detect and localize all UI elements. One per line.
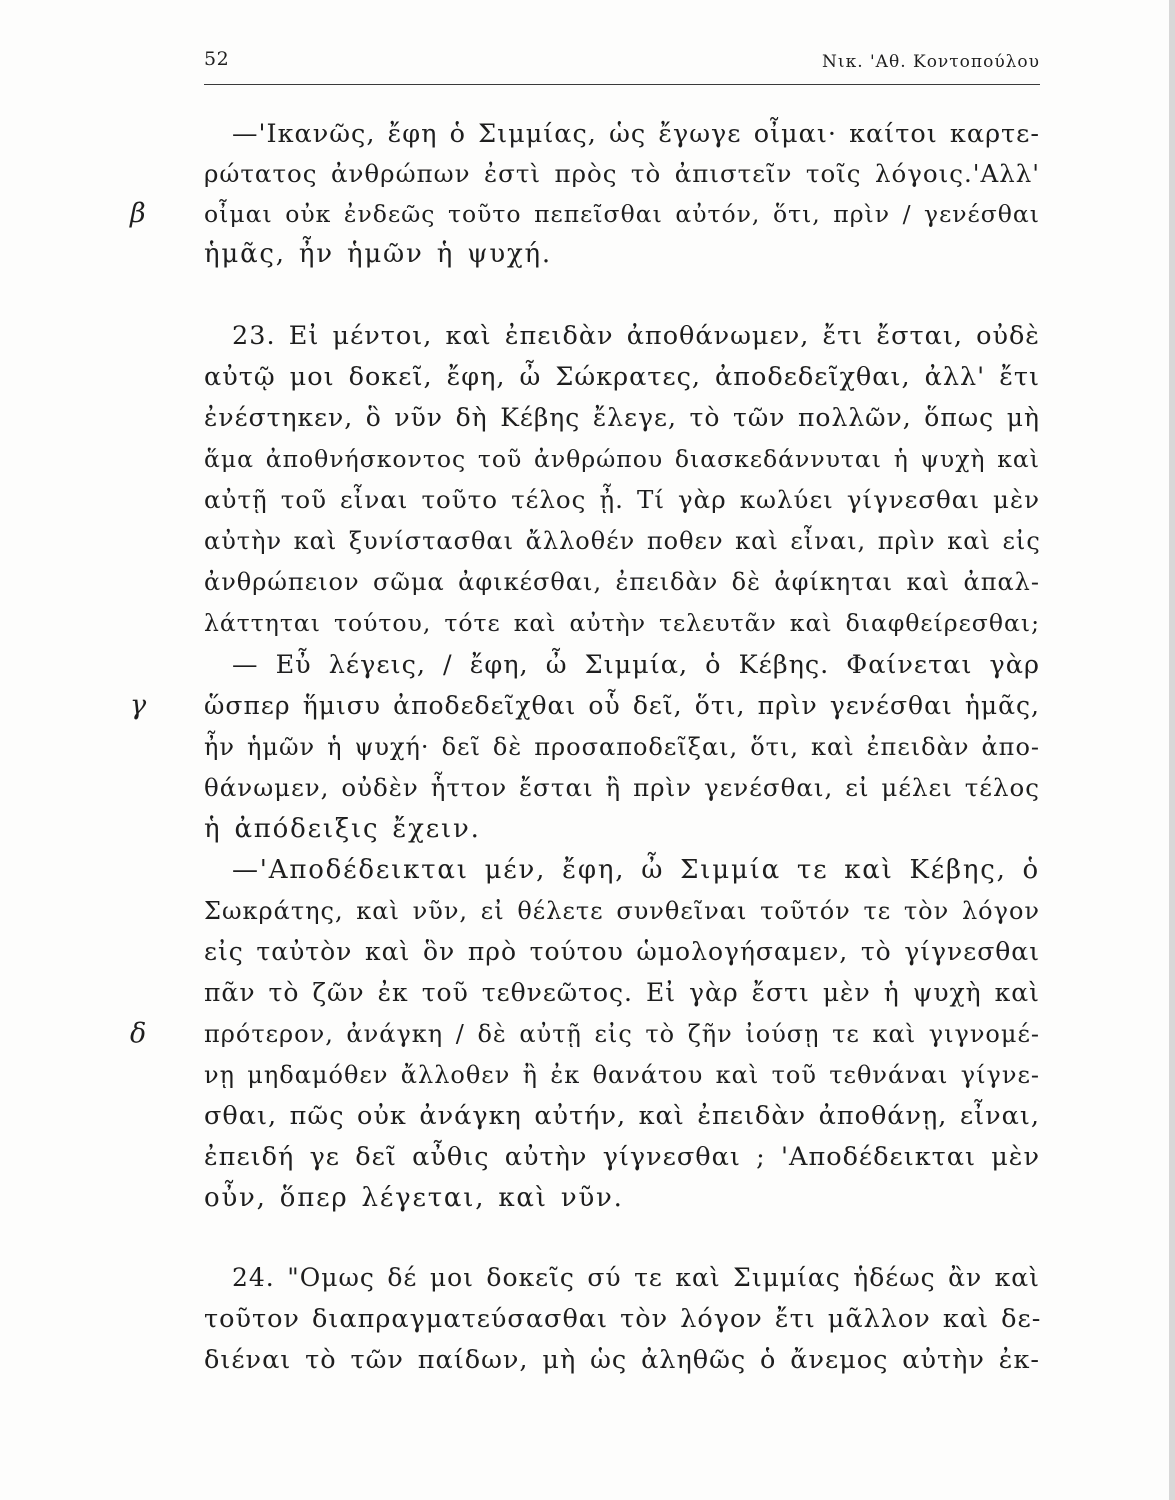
text-line: Σωκράτης, καὶ νῦν, εἰ θέλετε συνθεῖναι τοῦτόν τε τὸν λόγον [204, 897, 1040, 925]
text-line: ἅμα ἀποθνήσκοντος τοῦ ἀνθρώπου διασκεδάννυται ἡ ψυχὴ καὶ [204, 445, 1040, 473]
margin-note-gamma: γ [130, 690, 147, 721]
text-line: ἡ ἀπόδειξις ἔχειν. [204, 814, 481, 844]
page-edge-shadow [1169, 0, 1175, 1500]
text-line: σθαι, πῶς οὐκ ἀνάγκη αὐτήν, καὶ ἐπειδὰν ἀποθάνῃ, εἶναι, [204, 1101, 1040, 1131]
text-line: λάττηται τούτου, τότε καὶ αὐτὴν τελευτᾶν καὶ διαφθείρεσθαι; [204, 609, 1040, 637]
text-line: ἡμᾶς, ἦν ἡμῶν ἡ ψυχή. [204, 239, 552, 269]
text-line: αὐτῇ τοῦ εἶναι τοῦτο τέλος ᾖ. Τί γὰρ κωλύει γίγνεσθαι μὲν [204, 485, 1040, 514]
margin-note-delta: δ [130, 1018, 147, 1049]
margin-note-beta: β [130, 198, 146, 229]
text-line: εἰς ταὐτὸν καὶ ὃν πρὸ τούτου ὡμολογήσαμεν, τὸ γίγνεσθαι [204, 937, 1040, 966]
text-line: οἶμαι οὐκ ἐνδεῶς τοῦτο πεπεῖσθαι αὐτόν, ὅτι, πρὶν / γενέσθαι [204, 200, 1040, 228]
text-line: αὐτὴν καὶ ξυνίστασθαι ἄλλοθέν ποθεν καὶ εἶναι, πρὶν καὶ εἰς [204, 527, 1041, 555]
text-line: ἦν ἡμῶν ἡ ψυχή· δεῖ δὲ προσαποδεῖξαι, ὅτι, καὶ ἐπειδὰν ἀπο- [204, 733, 1040, 761]
text-line: ἀνθρώπειον σῶμα ἀφικέσθαι, ἐπειδὰν δὲ ἀφίκηται καὶ ἀπαλ- [204, 568, 1040, 596]
page-header [204, 44, 1040, 85]
text-line: — Εὖ λέγεις, / ἔφη, ὦ Σιμμία, ὁ Κέβης. Φαίνεται γὰρ [232, 650, 1040, 680]
text-line: 23. Εἰ μέντοι, καὶ ἐπειδὰν ἀποθάνωμεν, ἔτι ἔσται, οὐδὲ [232, 321, 1040, 351]
text-line: θάνωμεν, οὐδὲν ἧττον ἔσται ἢ πρὶν γενέσθαι, εἰ μέλει τέλος [204, 773, 1040, 802]
text-line: πᾶν τὸ ζῶν ἐκ τοῦ τεθνεῶτος. Εἰ γὰρ ἔστι μὲν ἡ ψυχὴ καὶ [204, 978, 1040, 1007]
text-line: πρότερον, ἀνάγκη / δὲ αὐτῇ εἰς τὸ ζῆν ἰούσῃ τε καὶ γιγνομέ- [204, 1020, 1040, 1048]
text-line: —'Αποδέδεικται μέν, ἔφη, ὦ Σιμμία τε καὶ Κέβης, ὁ [232, 855, 1040, 885]
page-number: 52 [204, 48, 230, 70]
text-line: διέναι τὸ τῶν παίδων, μὴ ὡς ἀληθῶς ὁ ἄνεμος αὐτὴν ἐκ- [204, 1345, 1040, 1375]
text-line: οὖν, ὅπερ λέγεται, καὶ νῦν. [204, 1183, 624, 1213]
running-head: Νικ. 'Αθ. Κοντοπούλου [822, 52, 1040, 72]
text-line: ρώτατος ἀνθρώπων ἐστὶ πρὸς τὸ ἀπιστεῖν τοῖς λόγοις.'Αλλ' [204, 159, 1040, 188]
text-line: τοῦτον διαπραγματεύσασθαι τὸν λόγον ἔτι μᾶλλον καὶ δε- [204, 1304, 1042, 1334]
text-line: 24. "Ομως δέ μοι δοκεῖς σύ τε καὶ Σιμμίας ἡδέως ἂν καὶ [232, 1263, 1040, 1292]
text-line: —'Ικανῶς, ἔφη ὁ Σιμμίας, ὡς ἔγωγε οἶμαι· καίτοι καρτε- [232, 119, 1040, 149]
text-line: ὥσπερ ἥμισυ ἀποδεδεῖχθαι οὗ δεῖ, ὅτι, πρὶν γενέσθαι ἡμᾶς, [204, 691, 1040, 720]
text-line: νῃ μηδαμόθεν ἄλλοθεν ἢ ἐκ θανάτου καὶ τοῦ τεθνάναι γίγνε- [204, 1061, 1040, 1089]
text-line: ἐνέστηκεν, ὃ νῦν δὴ Κέβης ἔλεγε, τὸ τῶν πολλῶν, ὅπως μὴ [204, 403, 1040, 432]
text-line: αὐτῷ μοι δοκεῖ, ἔφη, ὦ Σώκρατες, ἀποδεδεῖχθαι, ἀλλ' ἔτι [204, 362, 1040, 392]
text-line: ἐπειδή γε δεῖ αὖθις αὐτὴν γίγνεσθαι ; 'Αποδέδεικται μὲν [204, 1142, 1040, 1172]
